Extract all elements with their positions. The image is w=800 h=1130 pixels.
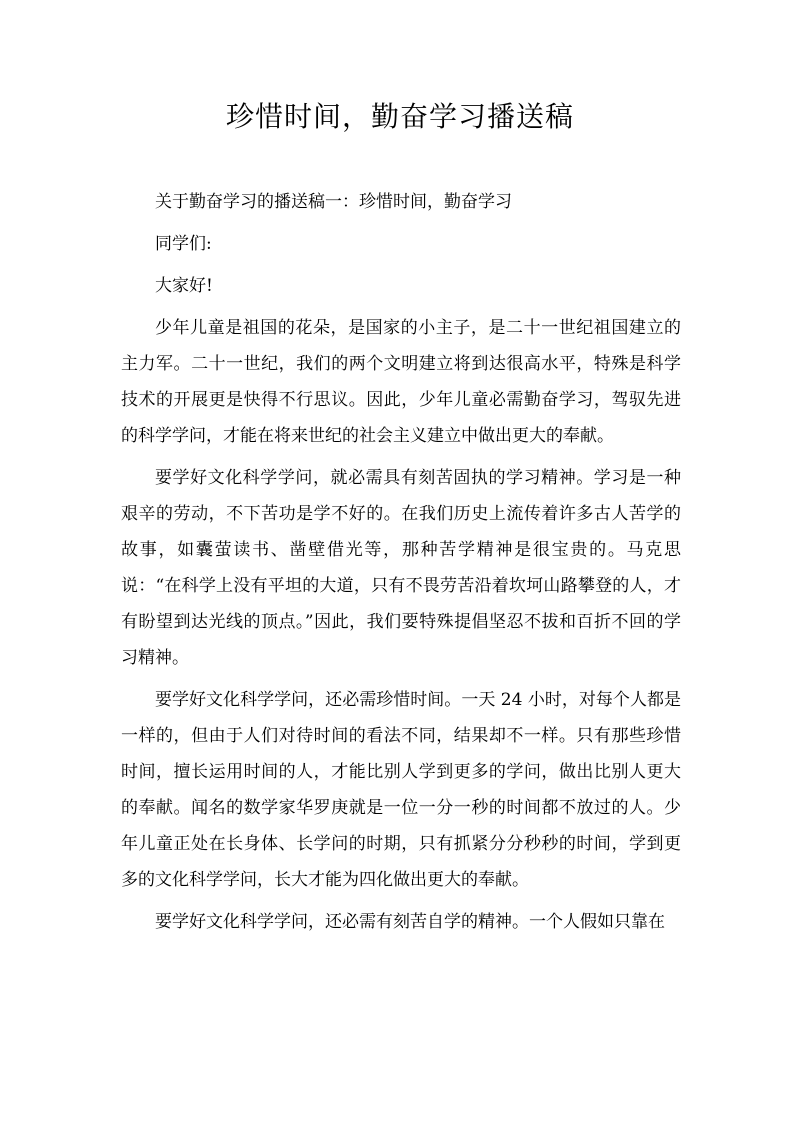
document-body xyxy=(121,184,681,946)
paragraph-body: 要学好文化科学学问，就必需具有刻苦固执的学习精神。学习是一种艰辛的劳动，不下苦功是学不好的。在我们历史上流传着许多古人苦学的故事，如囊萤读书、凿壁借光等，那种苦学精神是很宝贵的。马克思说：“在科学上没有平坦的大道，只有不畏劳苦沿着坎坷山路攀登的人，才有盼望到达光线的顶点。”因此，我们要特殊提倡坚忍不拔和百折不回的学习精神。 xyxy=(121,468,681,668)
paragraph-greeting: 大家好! xyxy=(155,276,213,296)
paragraph-body: 要学好文化科学学问，还必需珍惜时间。一天 24 小时，对每个人都是一样的，但由于人们对待时间的看法不同，结果却不一样。只有那些珍惜时间，擅长运用时间的人，才能比别人学到更多的学问，做出比别人更大的奉献。闻名的数学家华罗庚就是一位一分一秒的时间都不放过的人。少年儿童正处在长身体、长学问的时期，只有抓紧分分秒秒的时间，学到更多的文化科学学问，长大才能为四化做出更大的奉献。 xyxy=(121,690,681,890)
paragraph-body: 少年儿童是祖国的花朵，是国家的小主子，是二十一世纪祖国建立的主力军。二十一世纪，我们的两个文明建立将到达很高水平，特殊是科学技术的开展更是快得不行思议。因此，少年儿童必需勤奋学习，驾驭先进的科学学问，才能在将来世纪的社会主义建立中做出更大的奉献。 xyxy=(121,318,681,446)
paragraph-body: 要学好文化科学学问，还必需有刻苦自学的精神。一个人假如只靠在 xyxy=(155,912,665,932)
paragraph-salutation: 同学们: xyxy=(155,234,212,254)
paragraph-subtitle: 关于勤奋学习的播送稿一：珍惜时间，勤奋学习 xyxy=(155,192,512,212)
document-title: 珍惜时间，勤奋学习播送稿 xyxy=(225,100,574,133)
